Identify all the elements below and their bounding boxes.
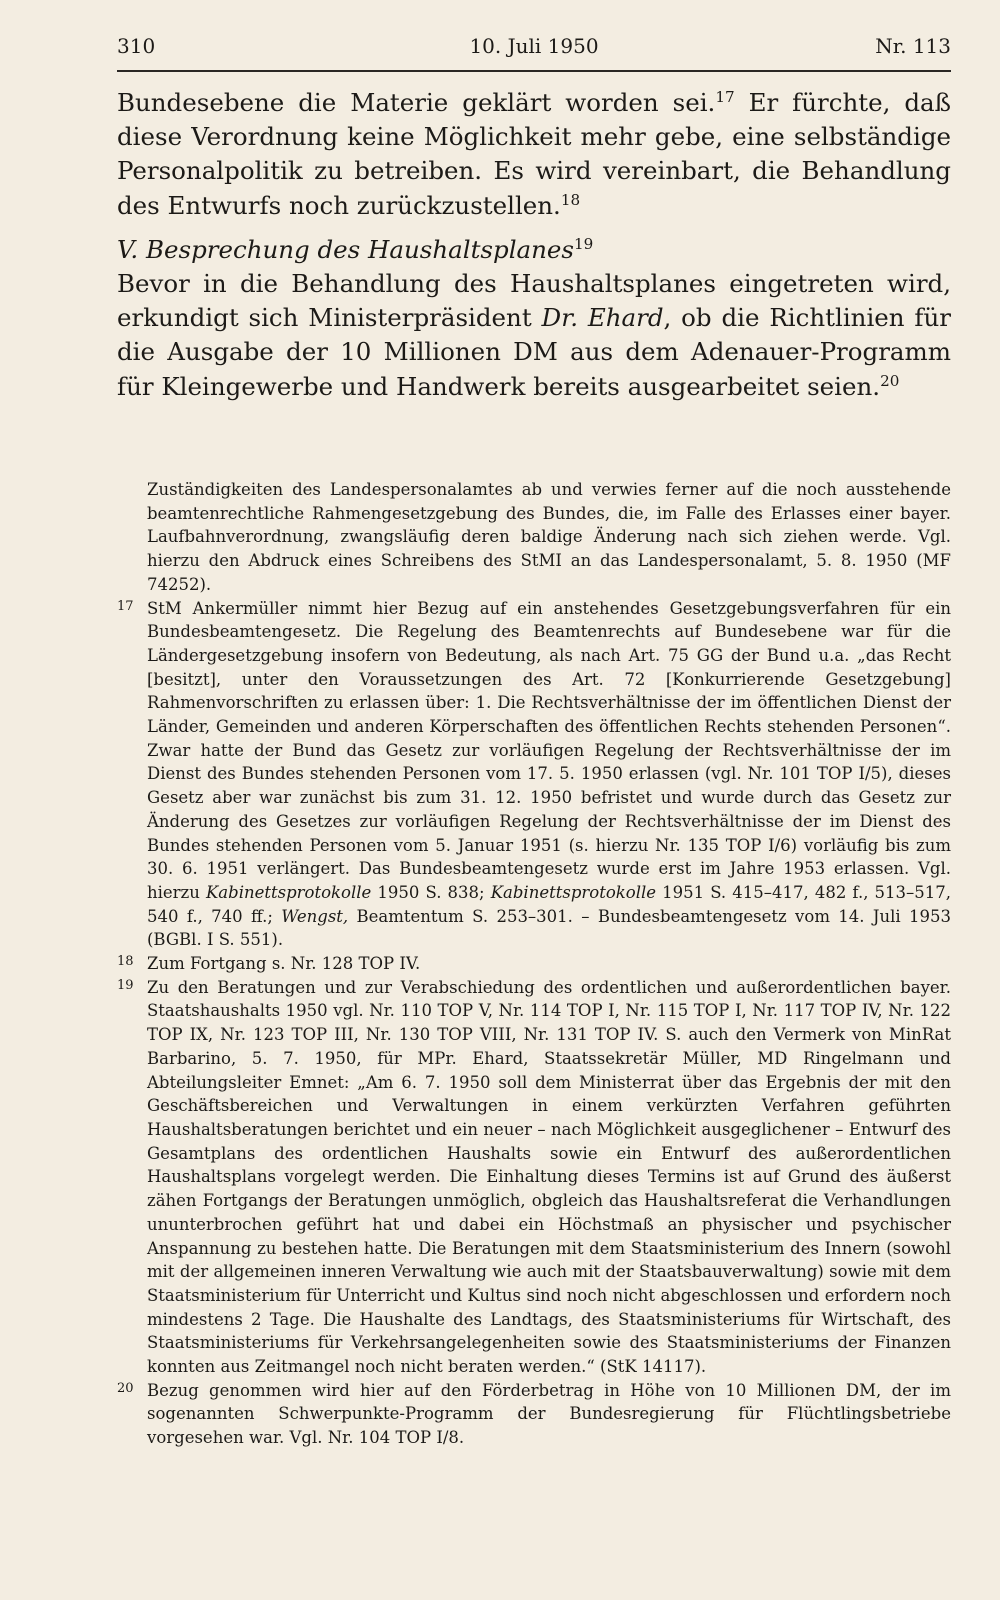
- footnote-text: Zum Fortgang s. Nr. 128 TOP IV.: [147, 954, 421, 974]
- main-text: [117, 86, 951, 404]
- footnotes: [117, 478, 951, 1450]
- footnote-citation: Kabinettsprotokolle: [490, 882, 657, 902]
- footnote-18: [117, 952, 951, 976]
- footnote-ref: 17: [715, 87, 735, 106]
- page-header: [117, 30, 951, 72]
- paragraph-text: Bevor in die Behandlung des Haushaltsplanes eingetreten wird, erkundigt sich Ministerpräsident: [117, 269, 951, 333]
- header-date: 10. Juli 1950: [469, 34, 599, 58]
- paragraph-text: , ob die Richtlinien für die Ausgabe der 10 Millionen DM aus dem Adenauer-Programm für Kleingewerbe und Handwerk bereits ausgearbeitet seien.: [117, 303, 951, 401]
- paragraph-continuation: [117, 86, 951, 223]
- section-numeral: V.: [117, 234, 146, 264]
- footnote-segment: StM Ankermüller nimmt hier Bezug auf ein anstehendes Gesetzgebungsverfahren für ein Bundesbeamtengesetz. Die Regelung des Beamtenrechts auf Bundesebene war für die Ländergesetzgebung insofern von Bedeutung, als nach Art. 75 GG der Bund u.a. „das Recht [besitzt], unter den Voraussetzungen des Art. 72 [Konkurrierende Gesetzgebung] Rahmenvorschriften zu erlassen über: 1. Die Rechtsverhältnisse der im öffentlichen Dienst der Länder, Gemeinden und anderen Körperschaften des öffentlichen Rechts stehenden Personen“. Zwar hatte der Bund das Gesetz zur vorläufigen Regelung der Rechtsverhältnisse der im Dienst des Bundes stehenden Personen vom 17. 5. 1950 erlassen (vgl. Nr. 101 TOP I/5), dieses Gesetz aber war zunächst bis zum 31. 12. 1950 befristet und wurde durch das Gesetz zur Änderung des Gesetzes zur vorläufigen Regelung der Rechtsverhältnisse der im Dienst des Bundes stehenden Personen vom 5. Januar 1951 (s. hierzu Nr. 135 TOP I/6) vorläufig bis zum 30. 6. 1951 verlängert. Das Bundesbeamtengesetz wurde erst im Jahre 1953 erlassen. Vgl. hierzu: [147, 598, 951, 902]
- footnote-ref: 19: [573, 234, 594, 253]
- footnote-text: Zu den Beratungen und zur Verabschiedung des ordentlichen und außerordentlichen bayer. Staatshaushalts 1950 vgl. Nr. 110 TOP V, Nr. 114 TOP I, Nr. 115 TOP I, Nr. 117 TOP IV, Nr. 122 TOP IX, Nr. 123 TOP III, Nr. 130 TOP VIII, Nr. 131 TOP IV. S. auch den Vermerk von MinRat Barbarino, 5. 7. 1950, für MPr. Ehard, Staatssekretär Müller, MD Ringelmann und Abteilungsleiter Emnet: „Am 6. 7. 1950 soll dem Ministerrat über das Ergebnis der mit den Geschäftsbereichen und Verwaltungen in einem verkürzten Verfahren geführten Haushaltsberatungen berichtet und ein neuer – nach Möglichkeit ausgeglichener – Entwurf des Gesamtplans des ordentlichen Haushalts sowie ein Entwurf des außerordentlichen Haushaltsplans vorgelegt werden. Die Einhaltung dieses Termins ist auf Grund des äußerst zähen Fortgangs der Beratungen unmöglich, obgleich das Haushaltsreferat die Verhandlungen ununterbrochen geführt hat und dabei ein Höchstmaß an physischer und psychischer Anspannung zu bestehen hatte. Die Beratungen mit dem Staatsministerium des Innern (sowohl mit der allgemeinen inneren Verwaltung wie auch mit der Staatsbauverwaltung) sowie mit dem Staatsministerium für Unterricht und Kultus sind noch nicht abgeschlossen und erfordern noch mindestens 2 Tage. Die Haushalte des Landtags, des Staatsministeriums für Wirtschaft, des Staatsministeriums für Verkehrsangelegenheiten sowie des Staatsministeriums der Finanzen konnten aus Zeitmangel noch nicht beraten werden.“ (StK 14117).: [147, 977, 951, 1377]
- footnote-segment: 1951 S. 415–417, 482 f., 513–517, 540 f., 740 ff.;: [147, 882, 952, 926]
- footnote-number: 17: [117, 598, 134, 614]
- footnote-17: [117, 597, 951, 953]
- footnote-19: [117, 976, 951, 1379]
- footnote-number: 20: [117, 1380, 134, 1396]
- footnote-number: 18: [117, 954, 134, 970]
- footnote-citation: Wengst,: [281, 906, 349, 926]
- footnote-text: [147, 597, 951, 953]
- footnote-text: Bezug genommen wird hier auf den Förderbetrag in Höhe von 10 Millionen DM, der im sogenannten Schwerpunkte-Programm der Bundesregierung für Flüchtlingsbetriebe vorgesehen war. Vgl. Nr. 104 TOP I/8.: [147, 1380, 951, 1448]
- page-number: 310: [117, 34, 156, 58]
- footnote-continuation: [117, 478, 951, 597]
- paragraph: [117, 267, 951, 404]
- section-title: Besprechung des Haushaltsplanes: [146, 234, 574, 264]
- footnote-ref: 20: [880, 371, 900, 390]
- section-heading: [117, 233, 951, 267]
- footnote-20: [117, 1379, 951, 1450]
- paragraph-text: Bundesebene die Materie geklärt worden sei.: [117, 88, 716, 117]
- footnote-citation: Kabinettsprotokolle: [205, 882, 372, 902]
- footnote-segment: 1950 S. 838;: [371, 882, 491, 902]
- footnote-number: 19: [117, 977, 134, 993]
- issue-number: Nr. 113: [875, 34, 951, 58]
- paragraph-text: Er fürchte, daß diese Verordnung keine Möglichkeit mehr gebe, eine selbständige Personalpolitik zu betreiben. Es wird vereinbart, die Behandlung des Entwurfs noch zurückzustellen.: [117, 88, 951, 220]
- footnote-text: Zuständigkeiten des Landespersonalamtes ab und verwies ferner auf die noch ausstehende beamtenrechtliche Rahmengesetzgebung des Bundes, die, im Falle des Erlasses einer bayer. Laufbahnverordnung, zwangsläufig deren baldige Änderung nach sich ziehen werde. Vgl. hierzu den Abdruck eines Schreibens des StMI an das Landespersonalamt, 5. 8. 1950 (MF 74252).: [147, 480, 951, 594]
- person-name: Dr. Ehard: [541, 303, 664, 333]
- footnote-segment: Beamtentum S. 253–301. – Bundesbeamtengesetz vom 14. Juli 1953 (BGBl. I S. 551).: [147, 906, 951, 950]
- footnote-ref: 18: [560, 190, 581, 209]
